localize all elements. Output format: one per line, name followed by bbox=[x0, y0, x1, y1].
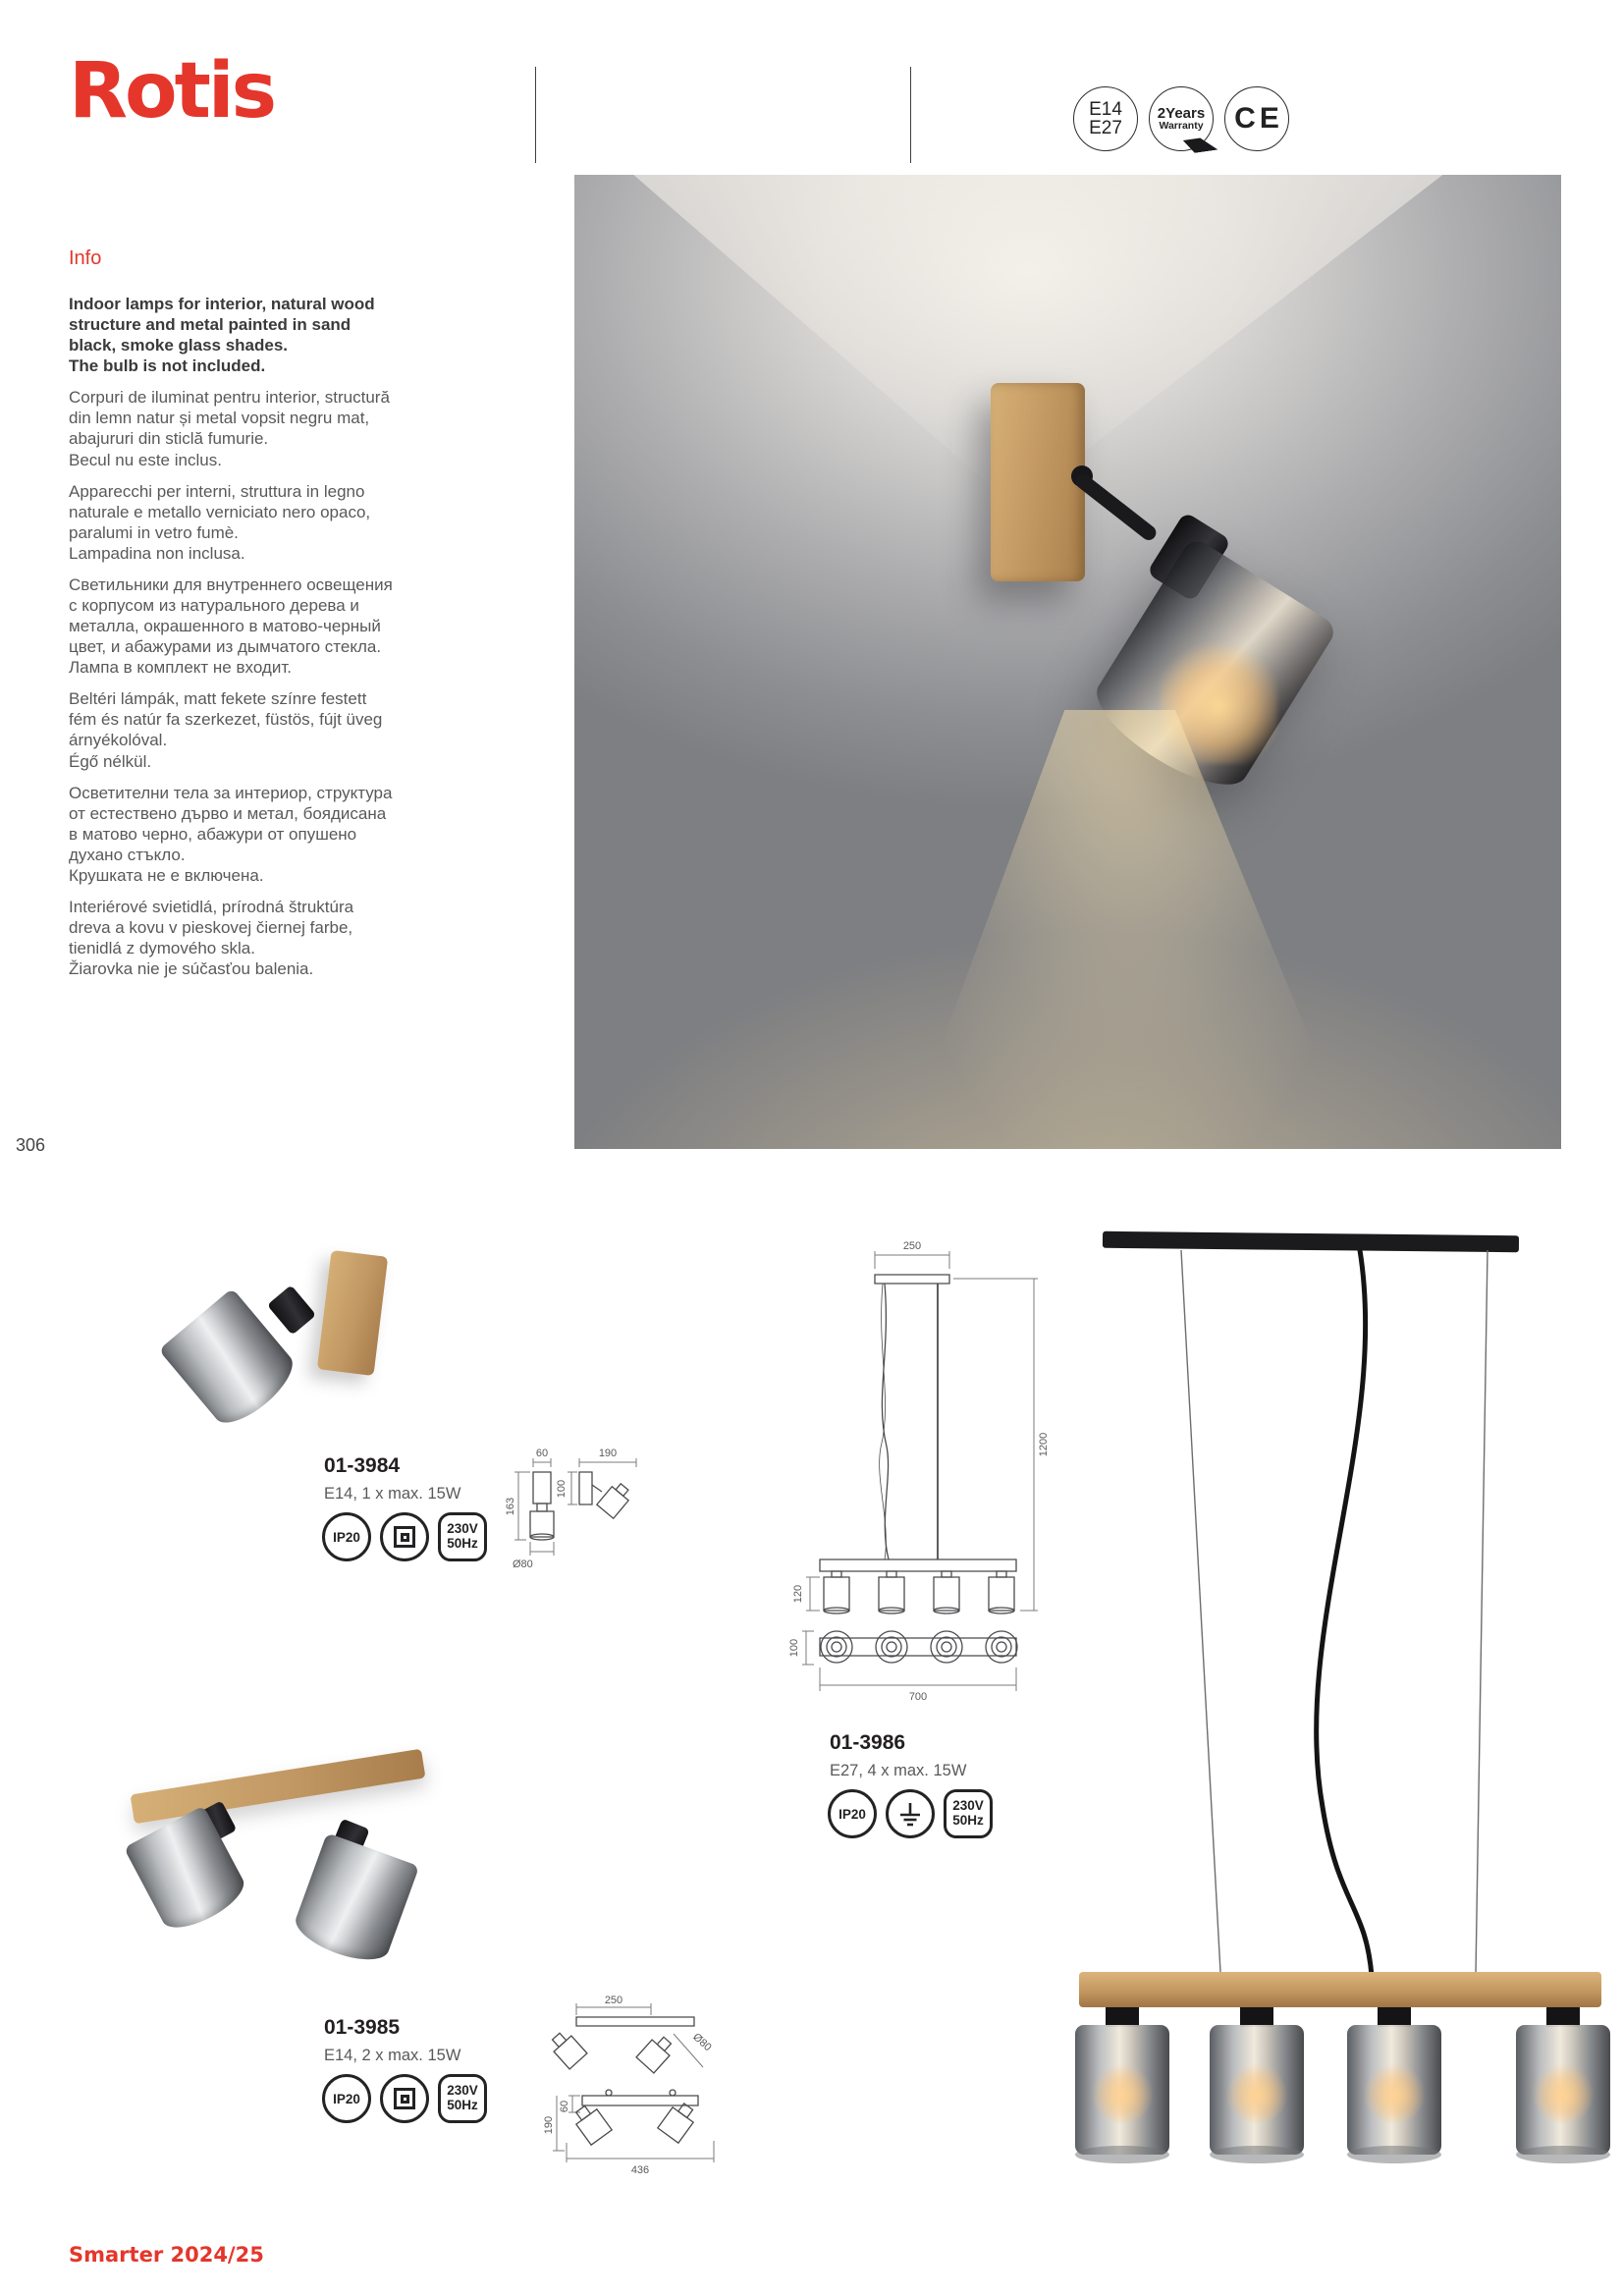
product-code: 01-3985 bbox=[324, 2016, 401, 2039]
voltage-label: 230V bbox=[447, 2083, 478, 2099]
pendant-illustration bbox=[1065, 1218, 1615, 2200]
bulb-glow bbox=[1160, 636, 1277, 764]
description-en-note: The bulb is not included. bbox=[69, 356, 266, 376]
spec-icon-row bbox=[828, 1789, 993, 1838]
description-en-body: Indoor lamps for interior, natural wood structure and metal painted in sand black, smoke glass shades. bbox=[69, 295, 375, 355]
frequency-label: 50Hz bbox=[447, 2098, 478, 2112]
dim-label: Ø80 bbox=[690, 2031, 714, 2054]
description-it-note: Lampadina non inclusa. bbox=[69, 543, 245, 563]
wood-bar bbox=[131, 1749, 426, 1825]
description-bg-note: Крушката не е включена. bbox=[69, 865, 264, 885]
dimension-drawing-01-3984 bbox=[493, 1446, 648, 1583]
class-ii-inner-square bbox=[401, 1533, 409, 1542]
ip20-badge: IP20 bbox=[322, 1512, 371, 1561]
ip20-badge: IP20 bbox=[322, 2074, 371, 2123]
description-ro-note: Becul nu este inclus. bbox=[69, 450, 222, 469]
class-ii-outer-square bbox=[394, 2088, 415, 2109]
voltage-badge bbox=[438, 2074, 487, 2123]
smoke-glass-shade-right bbox=[290, 1832, 419, 1969]
warranty-badge bbox=[1149, 86, 1214, 151]
ip20-badge: IP20 bbox=[828, 1789, 877, 1838]
wood-mount bbox=[317, 1250, 388, 1376]
description-ru bbox=[69, 574, 395, 678]
voltage-label: 230V bbox=[447, 1521, 478, 1537]
product-spec: E27, 4 x max. 15W bbox=[830, 1762, 967, 1779]
lamp-arm bbox=[1072, 471, 1159, 543]
dim-label: 190 bbox=[543, 2115, 555, 2135]
description-hu-note: Égő nélkül. bbox=[69, 751, 152, 771]
wood-mount bbox=[991, 383, 1085, 581]
main-product-photo bbox=[574, 175, 1561, 1149]
spec-icon-row bbox=[322, 1512, 487, 1561]
product-photo-01-3984 bbox=[145, 1239, 406, 1460]
description-ro bbox=[69, 387, 395, 469]
page-number: 306 bbox=[16, 1135, 46, 1155]
product-spec: E14, 1 x max. 15W bbox=[324, 1485, 461, 1503]
description-hu bbox=[69, 688, 395, 771]
warranty-label: Warranty bbox=[1159, 120, 1204, 133]
product-code: 01-3986 bbox=[830, 1731, 906, 1754]
dim-label: 100 bbox=[788, 1638, 800, 1658]
dim-label: Ø80 bbox=[513, 1558, 533, 1570]
dim-label: 100 bbox=[556, 1479, 568, 1499]
description-ru-body: Светильники для внутреннего освещения с корпусом из натурального дерева и металла, окрашенного в матово-черный цвет, и абажурами из дымчатого стекла. bbox=[69, 574, 393, 657]
dim-label: 250 bbox=[902, 1240, 922, 1252]
frequency-label: 50Hz bbox=[447, 1536, 478, 1551]
description-it-body: Apparecchi per interni, struttura in legno naturale e metallo verniciato nero opaco, paralumi in vetro fumè. bbox=[69, 481, 371, 542]
class-ii-icon bbox=[380, 2074, 429, 2123]
description-en bbox=[69, 294, 395, 376]
description-bg bbox=[69, 783, 395, 886]
footer-brand: Smarter 2024/25 bbox=[69, 2243, 264, 2267]
spec-icon-row bbox=[322, 2074, 487, 2123]
dim-label: 700 bbox=[908, 1691, 928, 1703]
socket-e27-label: E27 bbox=[1089, 118, 1122, 138]
product-photo-01-3986 bbox=[1065, 1218, 1615, 2200]
warranty-years-label: 2Years bbox=[1157, 105, 1206, 122]
dim-label: 163 bbox=[505, 1497, 516, 1516]
description-bg-body: Осветителни тела за интериор, структура от естествено дърво и метал, боядисана в матово черно, абажури от опушено духано стъкло. bbox=[69, 783, 393, 864]
certification-badges bbox=[1073, 86, 1289, 151]
ground-icon bbox=[886, 1789, 935, 1838]
product-spec: E14, 2 x max. 15W bbox=[324, 2047, 461, 2064]
product-code: 01-3984 bbox=[324, 1454, 401, 1477]
voltage-badge bbox=[438, 1512, 487, 1561]
dim-label: 120 bbox=[792, 1584, 804, 1604]
class-ii-icon bbox=[380, 1512, 429, 1561]
class-ii-outer-square bbox=[394, 1526, 415, 1548]
class-ii-inner-square bbox=[401, 2095, 409, 2104]
voltage-badge bbox=[944, 1789, 993, 1838]
dim-label: 190 bbox=[598, 1448, 618, 1459]
dim-label: 60 bbox=[535, 1448, 549, 1459]
dim-label: 250 bbox=[604, 1995, 623, 2006]
dim-label: 436 bbox=[630, 2164, 650, 2176]
lamp-holder bbox=[267, 1285, 316, 1335]
wall-light-ray-down bbox=[898, 710, 1360, 1149]
socket-badge bbox=[1073, 86, 1138, 151]
header-divider-right bbox=[910, 67, 911, 163]
voltage-label: 230V bbox=[952, 1798, 984, 1814]
description-it bbox=[69, 481, 395, 564]
info-title: Info bbox=[69, 247, 102, 269]
dim-label: 1200 bbox=[1038, 1432, 1050, 1457]
socket-e14-label: E14 bbox=[1089, 98, 1122, 120]
description-ru-note: Лампа в комплект не входит. bbox=[69, 658, 292, 678]
product-photo-01-3985 bbox=[113, 1721, 457, 2015]
info-section bbox=[69, 247, 395, 990]
description-sk-body: Interiérové svietidlá, prírodná štruktúra dreva a kovu v pieskovej čiernej farbe, tienidlá z dymového skla. bbox=[69, 898, 354, 958]
dimension-drawing-01-3985 bbox=[535, 1994, 751, 2182]
description-hu-body: Beltéri lámpák, matt fekete színre festett fém és natúr fa szerkezet, füstös, fújt üveg árnyékolóval. bbox=[69, 689, 383, 750]
dim-label: 60 bbox=[559, 2100, 570, 2113]
description-sk bbox=[69, 897, 395, 979]
earth-symbol bbox=[897, 1801, 923, 1827]
ce-mark-icon: CE bbox=[1224, 86, 1289, 151]
brand-logo: Rotis bbox=[69, 47, 275, 136]
header-divider-left bbox=[535, 67, 536, 163]
frequency-label: 50Hz bbox=[952, 1813, 984, 1828]
dimension-drawing-01-3986 bbox=[781, 1235, 1060, 1712]
description-sk-note: Žiarovka nie je súčasťou balenia. bbox=[69, 959, 314, 979]
description-ro-body: Corpuri de iluminat pentru interior, structură din lemn natur și metal vopsit negru mat, abajururi din sticlă fumurie. bbox=[69, 388, 390, 449]
